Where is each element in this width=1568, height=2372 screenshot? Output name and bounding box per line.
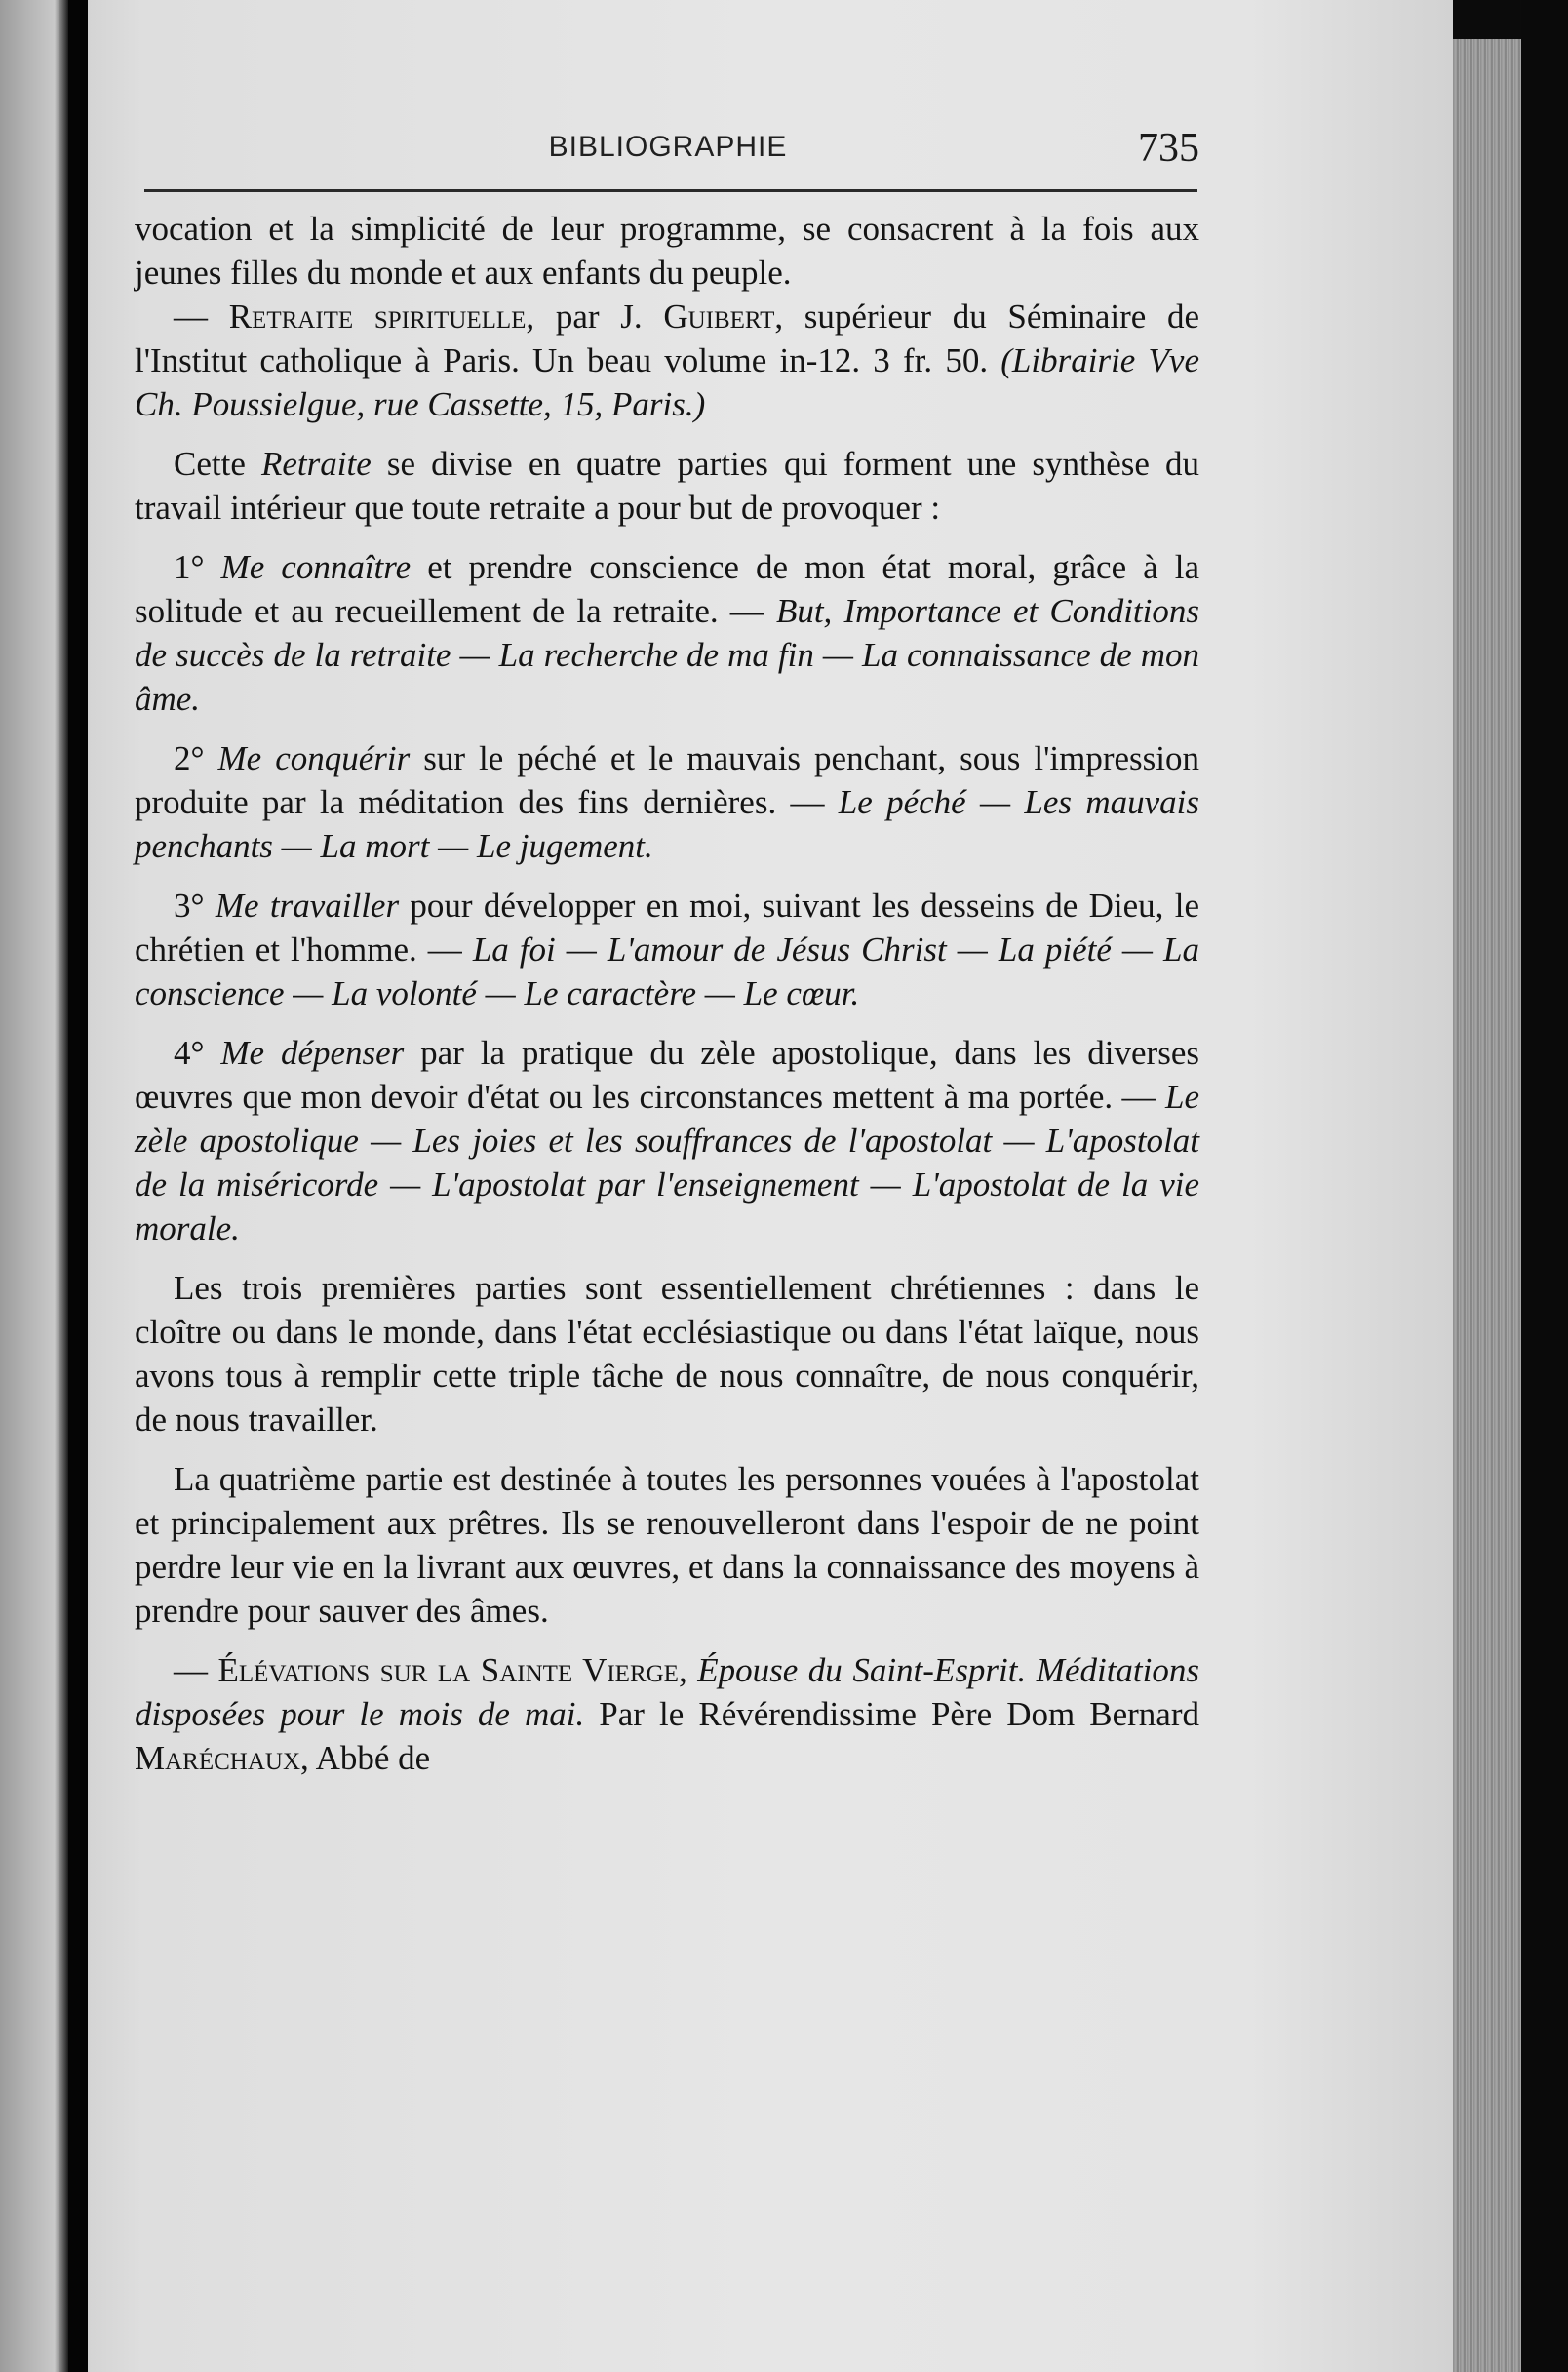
item-number: 4° (174, 1034, 221, 1072)
emphasis: Me connaître (220, 548, 412, 586)
emphasis: But, Importance et Conditions de succès de la retraite — La recherche de ma fin — La connaissance de mon âme. (135, 592, 1199, 718)
emphasis: Retraite (260, 445, 372, 483)
emphasis: Le zèle apostolique — Les joies et les souffrances de l'apostolat — L'apostolat de la miséricorde — L'apostolat par l'enseignement — L'apostolat de la vie morale. (135, 1078, 1199, 1247)
book-title: Retraite spirituelle (228, 297, 527, 336)
text-run: sur le péché et le mauvais penchant, sous l'impression produite par la méditation des fins dernières. — (135, 739, 1199, 821)
body-text (135, 207, 1199, 1780)
paragraph-6 (135, 884, 1199, 1015)
paragraph-1: vocation et la simplicité de leur programme, se consacrent à la fois aux jeunes filles du monde et aux enfants du peuple. (135, 210, 1199, 292)
text-run: , par J. (526, 297, 664, 336)
page-header (137, 126, 1199, 185)
paragraph-5 (135, 736, 1199, 868)
author-name: Guibert (663, 297, 775, 336)
author-name: Maréchaux (135, 1739, 301, 1777)
text-run: Cette (174, 445, 261, 483)
text-run: Par le Révérendissime Père Dom Bernard (584, 1695, 1199, 1733)
paragraph-9: La quatrième partie est destinée à toutes les personnes vouées à l'apostolat et principalement aux prêtres. Ils se renouvelleront dans l'espoir de ne point perdre leur vie en la livrant aux œuvres, et dans la connaissance des moyens à prendre pour sauver des âmes. (135, 1460, 1199, 1630)
paragraph-3 (135, 442, 1199, 530)
emphasis: Me travailler (215, 887, 400, 925)
item-number: 2° (174, 739, 218, 777)
page-number: 735 (1138, 126, 1199, 171)
background-shadow (1521, 0, 1568, 2372)
text-run: , (678, 1651, 698, 1689)
dash: — (174, 1651, 218, 1689)
left-page-edge (0, 0, 68, 2372)
page-edges (1453, 39, 1521, 2372)
text-run: , Abbé de (300, 1739, 431, 1777)
paragraph-10 (135, 1648, 1199, 1780)
emphasis: Épouse du Saint-Esprit. Méditations disposées pour le mois de mai. (135, 1651, 1199, 1733)
item-number: 3° (174, 887, 216, 925)
header-rule (144, 189, 1197, 192)
emphasis: La foi — L'amour de Jésus Christ — La piété — La conscience — La volonté — Le caractère — Le cœur. (135, 930, 1200, 1012)
running-head: BIBLIOGRAPHIE (548, 131, 788, 163)
text-run: pour développer en moi, suivant les desseins de Dieu, le chrétien et l'homme. — (135, 887, 1199, 969)
text-run: , supérieur du Séminaire de l'Institut catholique à Paris. Un beau volume in-12. 3 fr. 50. (135, 297, 1200, 379)
emphasis: Me dépenser (220, 1034, 405, 1072)
paragraph-2 (135, 295, 1199, 426)
book-title: Élévations sur la Sainte Vierge (217, 1651, 679, 1689)
text-run: et prendre conscience de mon état moral, grâce à la solitude et au recueillement de la retraite. — (135, 548, 1200, 630)
emphasis: Le péché — Les mauvais penchants — La mort — Le jugement. (135, 783, 1199, 865)
publisher-info: (Librairie Vve Ch. Poussielgue, rue Cassette, 15, Paris.) (135, 341, 1199, 423)
paragraph-7 (135, 1031, 1199, 1250)
text-run: par la pratique du zèle apostolique, dans les diverses œuvres que mon devoir d'état ou les circonstances mettent à ma portée. — (135, 1034, 1199, 1116)
item-number: 1° (174, 548, 221, 586)
text-run: se divise en quatre parties qui forment une synthèse du travail intérieur que toute retraite a pour but de provoquer : (135, 445, 1199, 527)
book-gutter (68, 0, 88, 2372)
dash: — (174, 297, 229, 336)
paragraph-8: Les trois premières parties sont essentiellement chrétiennes : dans le cloître ou dans le monde, dans l'état ecclésiastique ou dans l'état laïque, nous avons tous à remplir cette triple tâche de nous connaître, de nous conquérir, de nous travailler. (135, 1269, 1199, 1439)
emphasis: Me conquérir (217, 739, 411, 777)
paragraph-4 (135, 545, 1199, 721)
